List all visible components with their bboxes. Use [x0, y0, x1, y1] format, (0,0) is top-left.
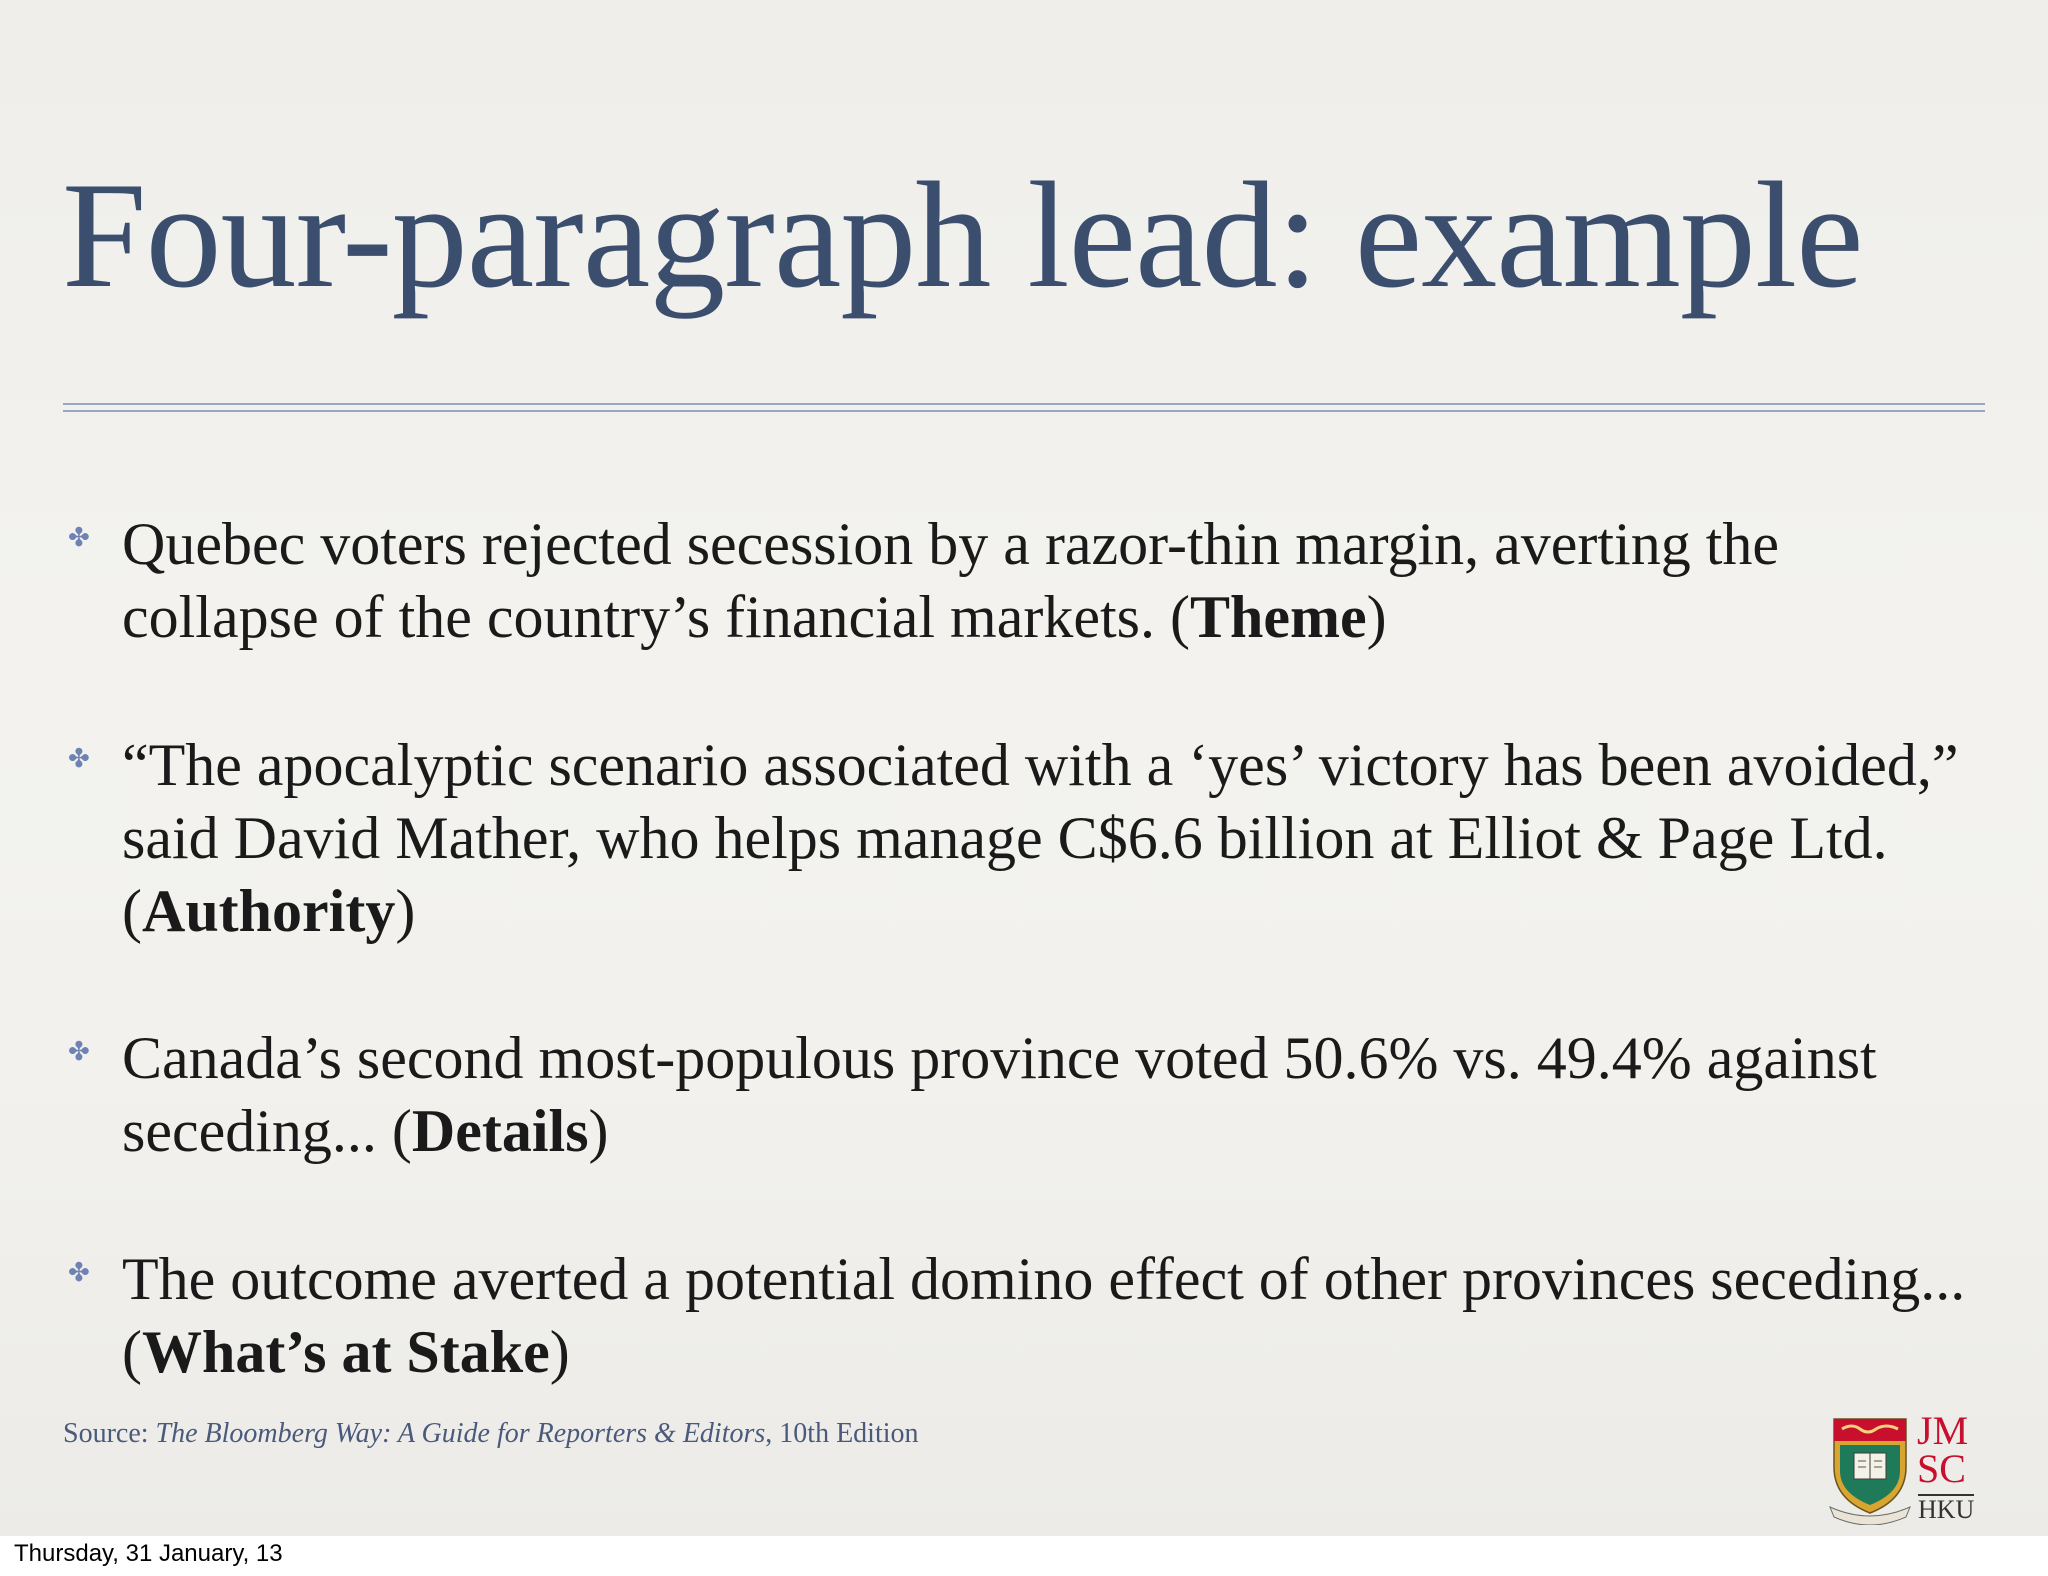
fleuron-bullet-icon: ✤: [68, 1037, 90, 1067]
bullet-label: Authority: [141, 878, 396, 944]
bullet-body: “The apocalyptic scenario associated with a ‘yes’ victory has been avoided,” said David Mather, who helps manage C$6.6 billion at Elliot & Page Ltd. (: [122, 732, 1959, 944]
bullet-body: Canada’s second most-populous province voted 50.6% vs. 49.4% against seceding... (: [122, 1025, 1877, 1164]
bullet-text: [122, 1022, 1982, 1168]
bullet-label: Details: [411, 1098, 589, 1164]
bullet-label: Theme: [1189, 584, 1367, 650]
title-divider-bottom: [63, 410, 1985, 412]
bullet-label: What’s at Stake: [141, 1319, 550, 1385]
slide-title: Four-paragraph lead: example: [62, 151, 1863, 319]
source-prefix: Source:: [63, 1418, 156, 1449]
fleuron-bullet-icon: ✤: [68, 744, 90, 774]
bullet-text: [122, 729, 1982, 948]
source-citation: [63, 1418, 919, 1450]
title-divider-top: [63, 403, 1985, 405]
bullet-close: ): [588, 1098, 609, 1164]
source-title: The Bloomberg Way: A Guide for Reporters & Editors: [155, 1418, 766, 1449]
footer-date: Thursday, 31 January, 13: [14, 1540, 283, 1567]
bullet-close: ): [1366, 584, 1387, 650]
bullet-text: [122, 508, 1982, 654]
logo-hku: HKU: [1918, 1495, 1975, 1524]
source-suffix: , 10th Edition: [765, 1418, 919, 1449]
hku-crest-icon: [1830, 1419, 1910, 1525]
logo-sc: SC: [1917, 1446, 1966, 1491]
logo-jm: JM: [1917, 1408, 1969, 1453]
fleuron-bullet-icon: ✤: [68, 1258, 90, 1288]
bullet-close: ): [395, 878, 416, 944]
bullet-body: Quebec voters rejected secession by a razor-thin margin, averting the collapse of the country’s financial markets. (: [122, 511, 1780, 650]
fleuron-bullet-icon: ✤: [68, 523, 90, 553]
bullet-close: ): [549, 1319, 570, 1385]
bullet-text: [122, 1243, 1982, 1389]
bullet-body: The outcome averted a potential domino effect of other provinces seceding... (: [122, 1246, 1966, 1385]
